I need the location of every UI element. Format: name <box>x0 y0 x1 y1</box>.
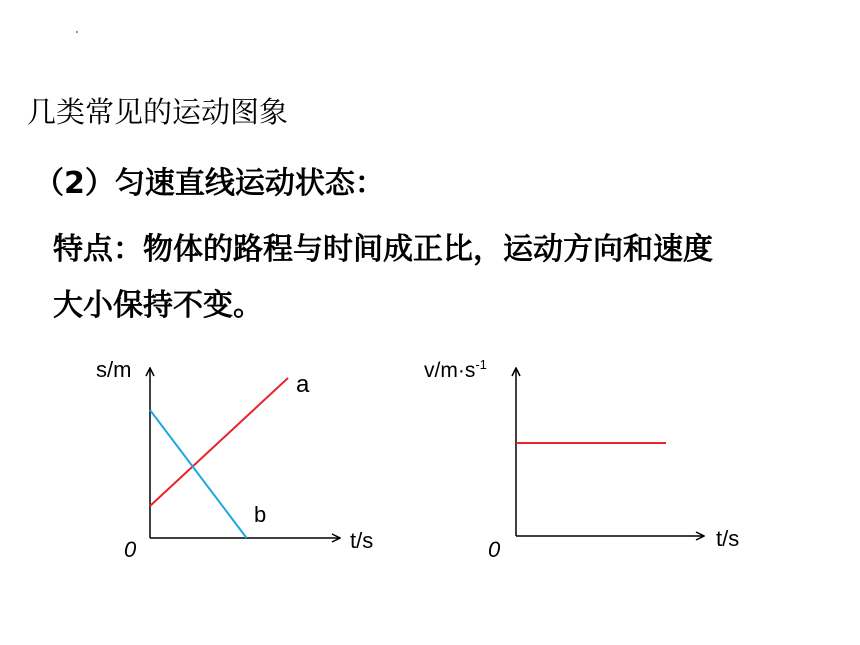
vt-y-axis-label <box>424 357 487 382</box>
vt-origin-label: 0 <box>488 537 501 562</box>
st-series-a-line <box>150 378 288 506</box>
subtitle: （2）匀速直线运动状态： <box>34 166 385 201</box>
section-title: 几类常见的运动图象 <box>27 95 289 129</box>
st-series-b-label: b <box>254 502 267 527</box>
st-series-a-label: a <box>296 371 310 398</box>
vt-y-axis-label-main: v/m·s <box>424 359 476 382</box>
vt-y-axis-label-sup: -1 <box>475 357 487 372</box>
vt-graph <box>424 357 739 562</box>
feature-line-1: 特点：物体的路程与时间成正比，运动方向和速度 <box>53 232 713 267</box>
st-x-axis-label: t/s <box>350 528 374 553</box>
st-graph <box>96 357 373 562</box>
vt-x-axis-label: t/s <box>716 526 740 551</box>
st-y-axis-label: s/m <box>96 357 132 382</box>
feature-line-2: 大小保持不变。 <box>53 288 263 323</box>
st-origin-label: 0 <box>124 537 137 562</box>
